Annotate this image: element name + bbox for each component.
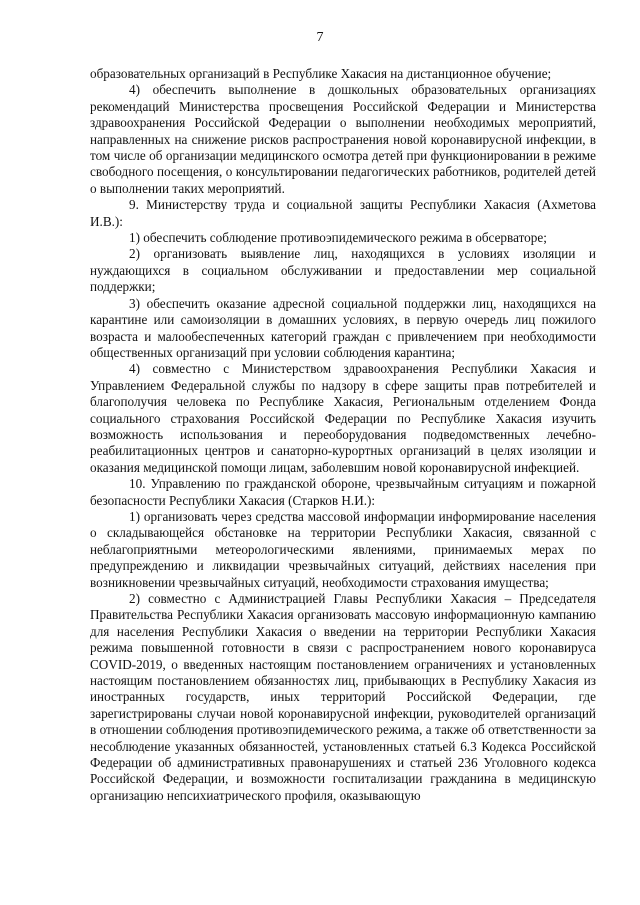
- page-number: 7: [316, 30, 324, 45]
- paragraph-item-4-rehab-centers: 4) совместно с Министерством здравоохранения Республики Хакасия и Управлением Федеральной службы по надзору в сфере защиты прав потребителей и благополучия человека по Республике Хакасия, Региональным отделением Фонда социального страхования Российской Федерации по Республике Хакасия изучить возможность использования и переоборудования подведомственных лечебно-реабилитационных центров и санаторно-курортных организаций в целях изоляции и оказания медицинской помощи лицам, заболевшим новой коронавирусной инфекцией.: [90, 361, 596, 475]
- paragraph-continuation: образовательных организаций в Республике Хакасия на дистанционное обучение;: [90, 66, 552, 81]
- paragraph-item-1-observator: 1) обеспечить соблюдение противоэпидемического режима в обсерваторе;: [129, 230, 547, 246]
- paragraph-item-2-campaign: 2) совместно с Администрацией Главы Республики Хакасия – Председателя Правительства Республики Хакасия организовать массовую информационную кампанию для населения Республики Хакасия о введении на территории Республики Хакасия режима повышенной готовности в связи с распространением нового коронавируса COVID-2019, о введенных настоящим постановлением ограничениях и установленных настоящим постановлением обязанностях лиц, прибывающих в Республику Хакасия из иностранных государств, иных территорий Российской Федерации, где зарегистрированы случаи новой коронавирусной инфекции, руководителей организаций в отношении соблюдения противоэпидемического режима, а также об ответственности за несоблюдение указанных обязанностей, установленных статьей 6.3 Кодекса Российской Федерации об административных правонарушениях и статьей 236 Уголовного кодекса Российской Федерации, и возможности госпитализации гражданина в медицинскую организацию непсихиатрического профиля, оказывающую: [90, 591, 596, 803]
- document-body: [90, 66, 596, 804]
- paragraph-section-9: 9. Министерству труда и социальной защиты Республики Хакасия (Ахметова И.В.):: [90, 197, 596, 229]
- paragraph-item-4-preschool: 4) обеспечить выполнение в дошкольных образовательных организациях рекомендаций Министерства просвещения Российской Федерации и Министерства здравоохранения Российской Федерации о выполнении необходимых мероприятий, направленных на снижение рисков распространения новой коронавирусной инфекции, в том числе об организации медицинского осмотра детей при функционировании в режиме свободного посещения, о консультировании педагогических работников, родителей детей о выполнении таких мероприятий.: [90, 82, 596, 196]
- paragraph-section-10: 10. Управлению по гражданской обороне, чрезвычайным ситуациям и пожарной безопасности Республики Хакасия (Старков Н.И.):: [90, 476, 596, 508]
- paragraph-item-1-media: 1) организовать через средства массовой информации информирование населения о складывающейся обстановке на территории Республики Хакасия, связанной с неблагоприятными метеорологическими явлениями, принимаемых мерах по предупреждению и ликвидации чрезвычайных ситуаций, действиях населения при возникновении чрезвычайных ситуаций, необходимости страхования имущества;: [90, 508, 596, 590]
- paragraph-item-2-isolation: 2) организовать выявление лиц, находящихся в условиях изоляции и нуждающихся в социальном обслуживании и предоставлении мер социальной поддержки;: [90, 246, 596, 295]
- paragraph-item-3-social-support: 3) обеспечить оказание адресной социальной поддержки лиц, находящихся на карантине или самоизоляции в домашних условиях, в первую очередь лиц пожилого возраста и малообеспеченных категорий граждан с привлечением при необходимости общественных организаций при условии соблюдения карантина;: [90, 295, 596, 360]
